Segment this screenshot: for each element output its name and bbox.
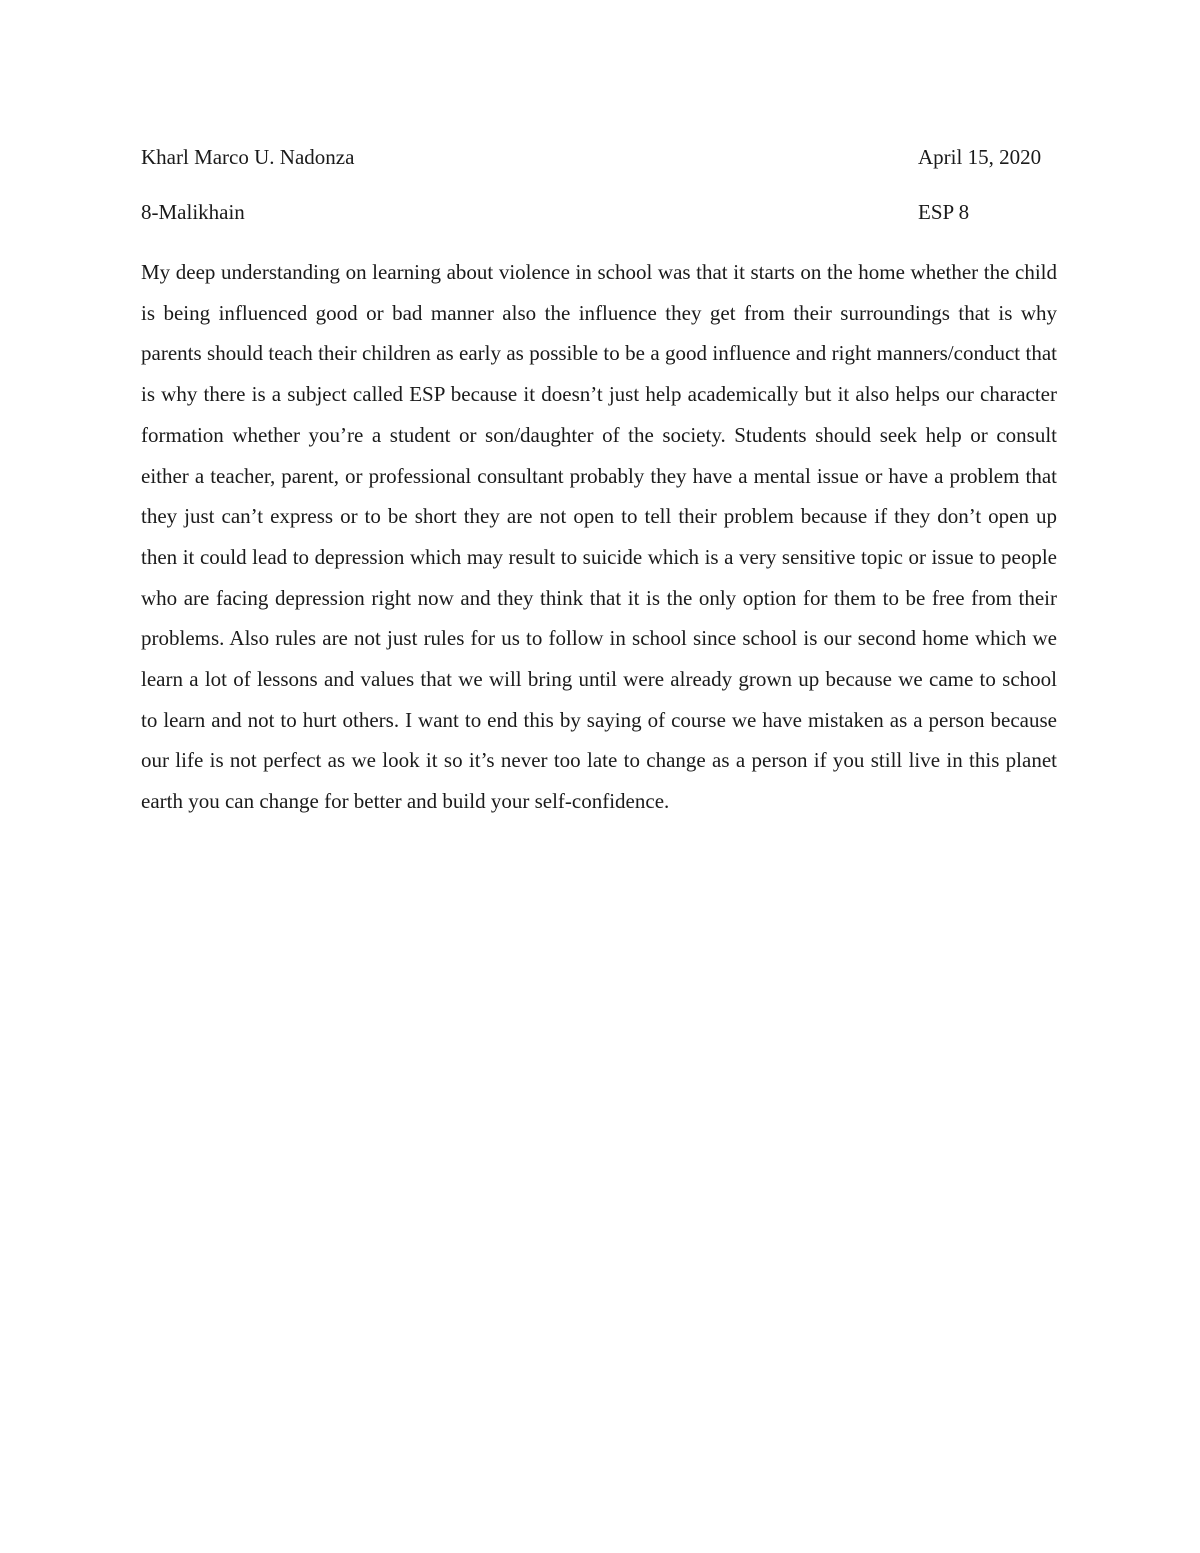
document-date: April 15, 2020 [918,145,1042,169]
subject-label: ESP 8 [918,200,970,224]
class-section: 8-Malikhain [141,200,245,224]
author-name: Kharl Marco U. Nadonza [141,145,355,169]
essay-paragraph: My deep understanding on learning about violence in school was that it starts on the home whether the child is being influenced good or bad manner also the influence they get from their surroundings that is why parents should teach their children as early as possible to be a good influence and right manners/conduct that is why there is a subject called ESP because it doesn’t just help academically but it also helps our character formation whether you’re a student or son/daughter of the society. Students should seek help or consult either a teacher, parent, or professional consultant probably they have a mental issue or have a problem that they just can’t express or to be short they are not open to tell their problem because if they don’t open up then it could lead to depression which may result to suicide which is a very sensitive topic or issue to people who are facing depression right now and they think that it is the only option for them to be free from their problems. Also rules are not just rules for us to follow in school since school is our second home which we learn a lot of lessons and values that we will bring until were already grown up because we came to school to learn and not to hurt others. I want to end this by saying of course we have mistaken as a person because our life is not perfect as we look it so it’s never too late to change as a person if you still live in this planet earth you can change for better and build your self-confidence. [141,260,1057,814]
